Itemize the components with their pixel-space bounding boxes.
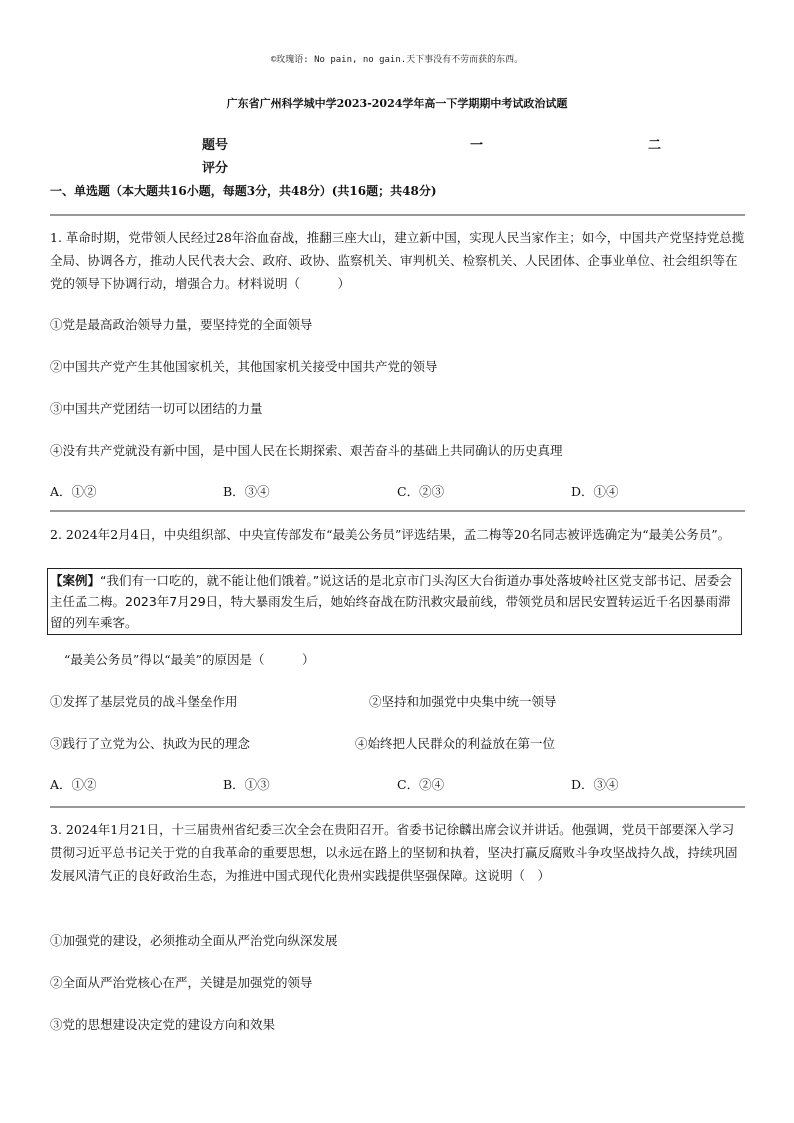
statement-3: ③中国共产党团结一切可以团结的力量 (50, 401, 263, 416)
question-prompt: “最美公务员”得以“最美”的原因是（ ） (64, 652, 315, 667)
case-box (47, 568, 742, 635)
statement-4: ④始终把人民群众的利益放在第一位 (355, 736, 556, 751)
choice-d[interactable]: D．①④ (571, 484, 619, 499)
choice-a[interactable]: A．①② (50, 777, 97, 792)
divider (50, 510, 745, 512)
score-table-row1-label: 题号 (202, 138, 229, 153)
choice-c[interactable]: C．②③ (397, 484, 445, 499)
statement-2: ②中国共产党产生其他国家机关，其他国家机关接受中国共产党的领导 (50, 359, 438, 374)
score-table-row2-label: 评分 (202, 161, 229, 176)
choice-b[interactable]: B．①③ (223, 777, 270, 792)
statement-4: ④没有共产党就没有新中国，是中国人民在长期探索、艰苦奋斗的基础上共同确认的历史真理 (50, 443, 563, 458)
statement-1: ①发挥了基层党员的战斗堡垒作用 (50, 694, 238, 709)
case-tag: 【案例】 (50, 573, 101, 588)
divider (50, 214, 745, 216)
case-text: “我们有一口吃的，就不能让他们饿着。”说这话的是北京市门头沟区大台街道办事处落坡岭社区党支部书记、居委会主任孟二梅。2023年7月29日，特大暴雨发生后，她始终奋战在防汛救灾最前线，带领党员和居民安置转运近千名因暴雨滞留的列车乘客。 (50, 573, 732, 630)
score-table-col2: 二 (648, 138, 662, 153)
question-stem: 3. 2024年1月21日，十三届贵州省纪委三次全会在贵阳召开。省委书记徐麟出席会议并讲话。他强调，党员干部要深入学习贯彻习近平总书记关于党的自我革命的重要思想，以永远在路上的坚韧和执着，坚决打赢反腐败斗争攻坚战持久战，持续巩固发展风清气正的良好政治生态，为推进中国式现代化贵州实践提供坚强保障。这说明（ ） (50, 822, 738, 883)
header-motto: ©玫瑰语: No pain, no gain.天下事没有不劳而获的东西。 (270, 55, 524, 65)
statement-1: ①党是最高政治领导力量，要坚持党的全面领导 (50, 317, 313, 332)
statement-2: ②坚持和加强党中央集中统一领导 (369, 694, 557, 709)
statement-3: ③党的思想建设决定党的建设方向和效果 (50, 1017, 276, 1032)
choice-d[interactable]: D．③④ (571, 777, 619, 792)
question-stem: 2. 2024年2月4日，中央组织部、中央宣传部发布“最美公务员”评选结果，孟二梅等20名同志被评选确定为“最美公务员”。 (50, 527, 731, 542)
statement-3: ③践行了立党为公、执政为民的理念 (50, 736, 251, 751)
statement-2: ②全面从严治党核心在严，关键是加强党的领导 (50, 975, 313, 990)
statement-1: ①加强党的建设，必须推动全面从严治党向纵深发展 (50, 933, 338, 948)
question-stem: 1. 革命时期，党带领人民经过28年浴血奋战，推翻三座大山，建立新中国，实现人民当家作主；如今，中国共产党坚持党总揽全局、协调各方，推动人民代表大会、政府、政协、监察机关、审判机关、检察机关、人民团体、企事业单位、社会组织等在党的领导下协调行动，增强合力。材料说明（ ） (50, 230, 745, 291)
choice-a[interactable]: A．①② (50, 484, 97, 499)
section-title: 一、单选题（本大题共16小题，每题3分，共48分）(共16题；共48分) (50, 184, 437, 198)
divider (50, 806, 745, 808)
choice-c[interactable]: C．②④ (397, 777, 445, 792)
choice-b[interactable]: B．③④ (223, 484, 270, 499)
score-table-col1: 一 (470, 138, 484, 153)
page-title: 广东省广州科学城中学2023-2024学年高一下学期期中考试政治试题 (226, 97, 568, 110)
